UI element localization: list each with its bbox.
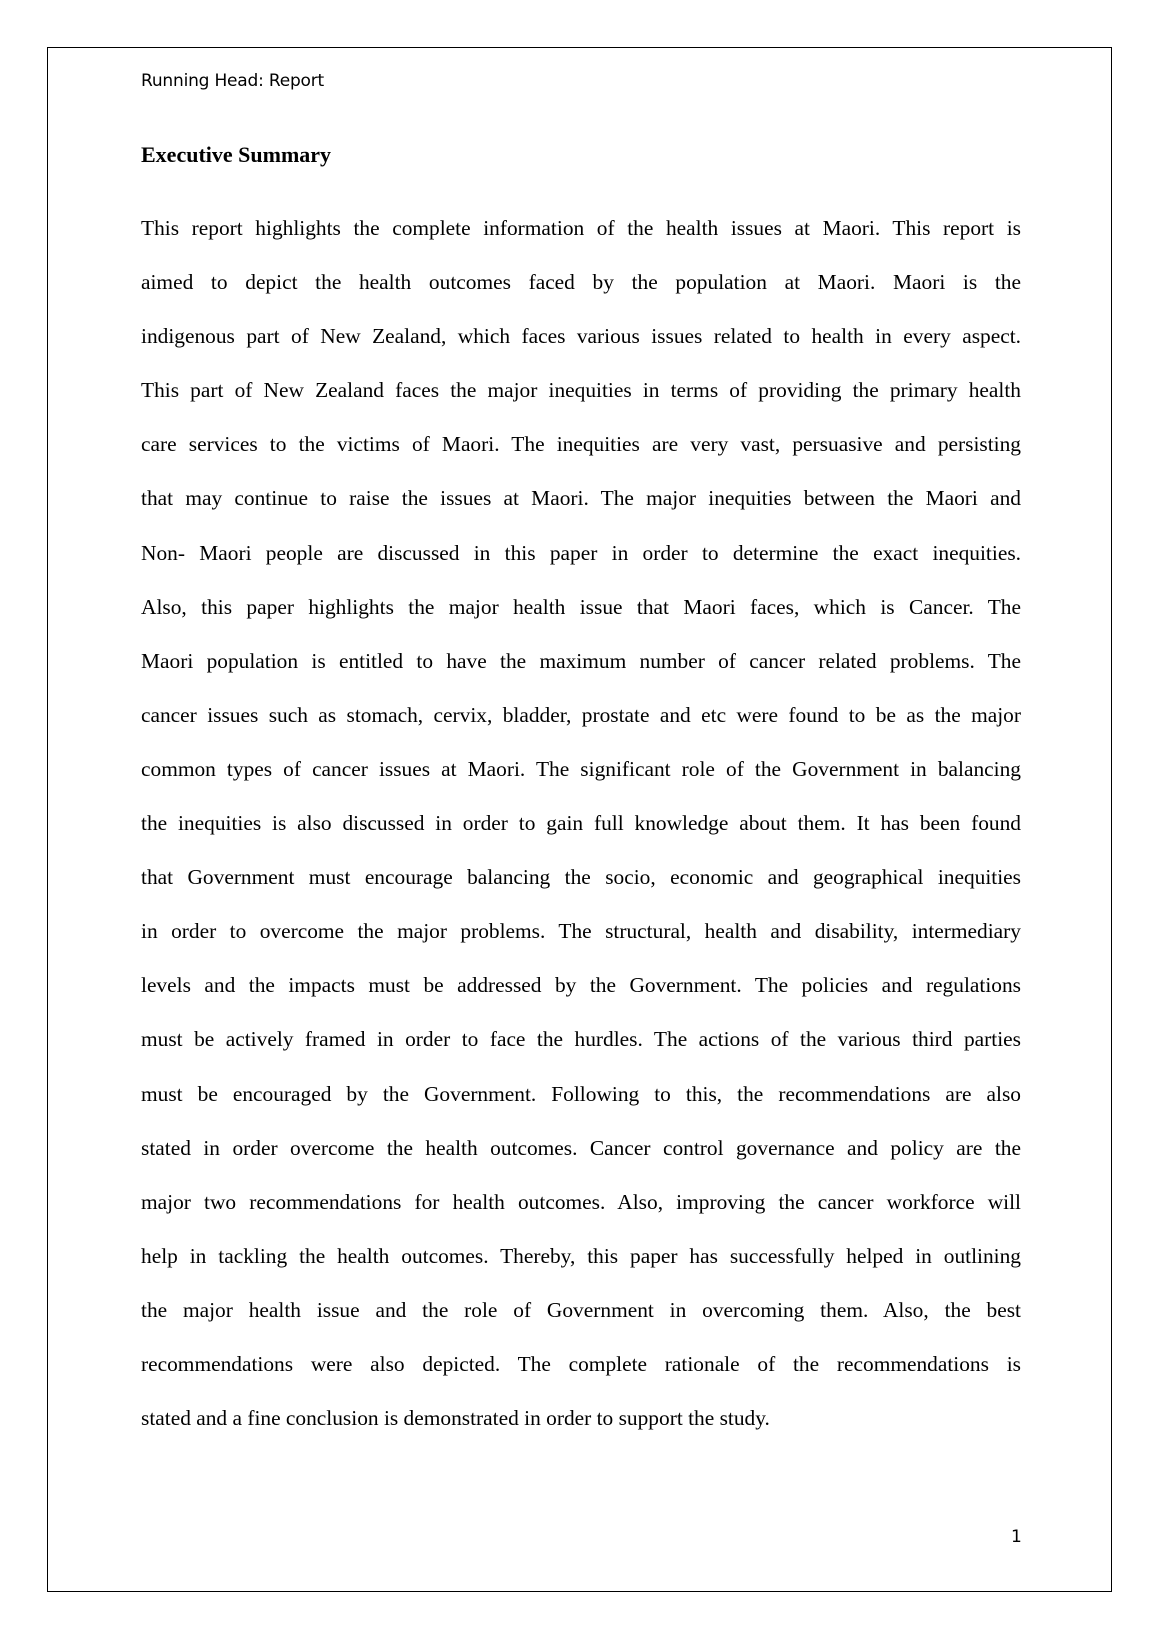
paragraph-line: aimed to depict the health outcomes faced by the population at Maori. Maori is the [141, 270, 1021, 295]
paragraph-line: major two recommendations for health outcomes. Also, improving the cancer workforce will [141, 1189, 1021, 1214]
section-heading: Executive Summary [141, 142, 332, 167]
paragraph-line: cancer issues such as stomach, cervix, bladder, prostate and etc were found to be as the major [141, 702, 1021, 727]
paragraph-line: that may continue to raise the issues at Maori. The major inequities between the Maori and [141, 486, 1021, 511]
paragraph-line: levels and the impacts must be addressed by the Government. The policies and regulations [141, 973, 1021, 998]
paragraph-line: indigenous part of New Zealand, which faces various issues related to health in every aspect. [141, 324, 1021, 349]
paragraph-line: This report highlights the complete information of the health issues at Maori. This report is [141, 216, 1021, 240]
paragraph-line: must be actively framed in order to face the hurdles. The actions of the various third parties [141, 1027, 1021, 1052]
paragraph-line: help in tackling the health outcomes. Thereby, this paper has successfully helped in outlining [141, 1243, 1021, 1268]
paragraph-line: the major health issue and the role of Government in overcoming them. Also, the best [141, 1297, 1021, 1322]
paragraph-line: Also, this paper highlights the major health issue that Maori faces, which is Cancer. The [141, 594, 1021, 619]
paragraph-line: Non- Maori people are discussed in this paper in order to determine the exact inequities. [141, 540, 1021, 565]
paragraph-line: Maori population is entitled to have the maximum number of cancer related problems. The [141, 648, 1021, 673]
paragraph-line: care services to the victims of Maori. The inequities are very vast, persuasive and persisting [141, 432, 1021, 457]
page-number: 1 [1011, 1527, 1022, 1547]
executive-summary-paragraph [141, 201, 1021, 1445]
paragraph-line: This part of New Zealand faces the major inequities in terms of providing the primary health [141, 378, 1021, 403]
paragraph-line: that Government must encourage balancing the socio, economic and geographical inequities [141, 865, 1021, 890]
paragraph-line: stated in order overcome the health outcomes. Cancer control governance and policy are the [141, 1135, 1021, 1160]
paragraph-line: the inequities is also discussed in order to gain full knowledge about them. It has been found [141, 811, 1021, 836]
paragraph-line: recommendations were also depicted. The complete rationale of the recommendations is [141, 1351, 1021, 1376]
paragraph-line: in order to overcome the major problems. The structural, health and disability, intermediary [141, 919, 1021, 944]
paragraph-line: stated and a fine conclusion is demonstrated in order to support the study. [141, 1406, 770, 1431]
paragraph-line: must be encouraged by the Government. Following to this, the recommendations are also [141, 1081, 1021, 1106]
paragraph-line: common types of cancer issues at Maori. The significant role of the Government in balancing [141, 756, 1021, 781]
running-head: Running Head: Report [141, 71, 325, 91]
